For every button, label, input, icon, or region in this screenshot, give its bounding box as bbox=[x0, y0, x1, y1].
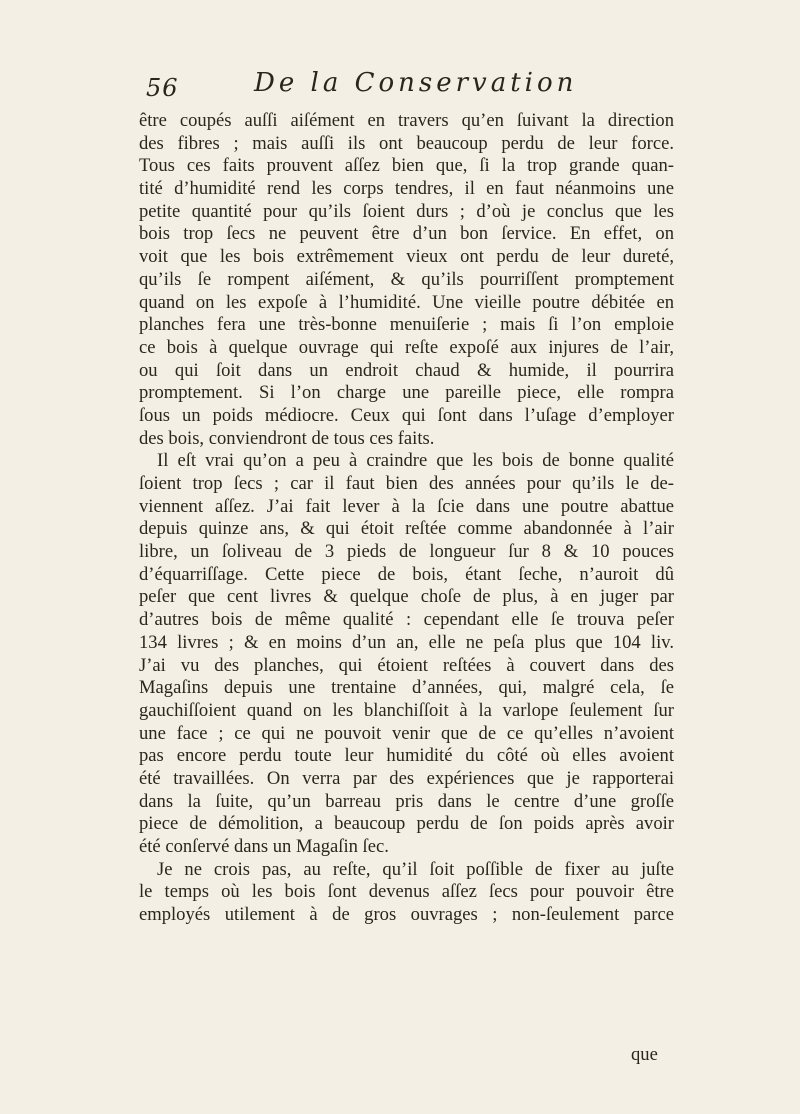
text-line: bois trop ſecs ne peuvent être d’un bon ſervice. En effet, on bbox=[139, 223, 674, 245]
text-line: qu’ils ſe rompent aiſément, & qu’ils pourriſſent promptement bbox=[139, 268, 674, 290]
running-title: De la Conservation bbox=[254, 68, 578, 98]
body-text bbox=[139, 110, 674, 927]
catchword: que bbox=[631, 1044, 658, 1065]
text-line: peſer que cent livres & quelque choſe de plus, à en juger par bbox=[139, 586, 674, 608]
text-line: ſoient trop ſecs ; car il faut bien des années pour qu’ils le de- bbox=[139, 473, 674, 494]
text-line: été conſervé dans un Magaſin ſec. bbox=[139, 836, 389, 857]
text-line: être coupés auſſi aiſément en travers qu’en ſuivant la direction bbox=[139, 110, 674, 131]
text-line: dans la ſuite, qu’un barreau pris dans le centre d’une groſſe bbox=[139, 790, 674, 812]
text-line: planches fera une très-bonne menuiſerie ; mais ſi l’on emploie bbox=[139, 314, 674, 336]
text-line: le temps où les bois ſont devenus aſſez ſecs pour pouvoir être bbox=[139, 881, 674, 903]
text-line: ce bois à quelque ouvrage qui reſte expoſé aux injures de l’air, bbox=[139, 336, 674, 358]
text-line: promptement. Si l’on charge une pareille piece, elle rompra bbox=[139, 382, 674, 404]
text-line: 134 livres ; & en moins d’un an, elle ne peſa plus que 104 liv. bbox=[139, 631, 674, 653]
text-line: employés utilement à de gros ouvrages ; non-ſeulement parce bbox=[139, 904, 674, 926]
text-line: gauchiſſoient quand on les blanchiſſoit à la varlope ſeulement ſur bbox=[139, 699, 674, 721]
text-line: d’autres bois de même qualité : cependant elle ſe trouva peſer bbox=[139, 609, 674, 631]
text-line: des fibres ; mais auſſi ils ont beaucoup perdu de leur force. bbox=[139, 132, 674, 154]
text-line: depuis quinze ans, & qui étoit reſtée comme abandonnée à l’air bbox=[139, 518, 674, 540]
text-line: tité d’humidité rend les corps tendres, il en faut néanmoins une bbox=[139, 178, 674, 200]
text-line: ſous un poids médiocre. Ceux qui ſont dans l’uſage d’employer bbox=[139, 404, 674, 426]
text-line: J’ai vu des planches, qui étoient reſtées à couvert dans des bbox=[139, 654, 674, 676]
text-line: quand on les expoſe à l’humidité. Une vieille poutre débitée en bbox=[139, 291, 674, 313]
text-line: pas encore perdu toute leur humidité du côté où elles avoient bbox=[139, 745, 674, 767]
text-line: Tous ces faits prouvent aſſez bien que, ſi la trop grande quan- bbox=[139, 155, 674, 177]
text-line: Il eſt vrai qu’on a peu à craindre que les bois de bonne qualité bbox=[157, 450, 674, 472]
text-line: petite quantité pour qu’ils ſoient durs ; d’où je conclus que les bbox=[139, 200, 674, 222]
text-line: Magaſins depuis une trentaine d’années, qui, malgré cela, ſe bbox=[139, 677, 674, 699]
text-line: voit que les bois extrêmement vieux ont perdu de leur dureté, bbox=[139, 246, 674, 268]
text-line: été travaillées. On verra par des expériences que je rapporterai bbox=[139, 767, 674, 789]
text-line: piece de démolition, a beaucoup perdu de ſon poids après avoir bbox=[139, 813, 674, 835]
text-line: des bois, conviendront de tous ces faits. bbox=[139, 427, 435, 449]
text-line: d’équarriſſage. Cette piece de bois, étant ſeche, n’auroit dû bbox=[139, 563, 674, 585]
text-line: libre, un ſoliveau de 3 pieds de longueur ſur 8 & 10 pouces bbox=[139, 541, 674, 563]
text-line: ou qui ſoit dans un endroit chaud & humide, il pourrira bbox=[139, 359, 674, 381]
page-header bbox=[142, 68, 662, 108]
text-line: Je ne crois pas, au reſte, qu’il ſoit poſſible de fixer au juſte bbox=[157, 858, 674, 880]
text-line: viennent aſſez. J’ai fait lever à la ſcie dans une poutre abattue bbox=[139, 495, 674, 517]
page-number: 56 bbox=[146, 74, 179, 102]
text-line: une face ; ce qui ne pouvoit venir que de ce qu’elles n’avoient bbox=[139, 722, 674, 744]
